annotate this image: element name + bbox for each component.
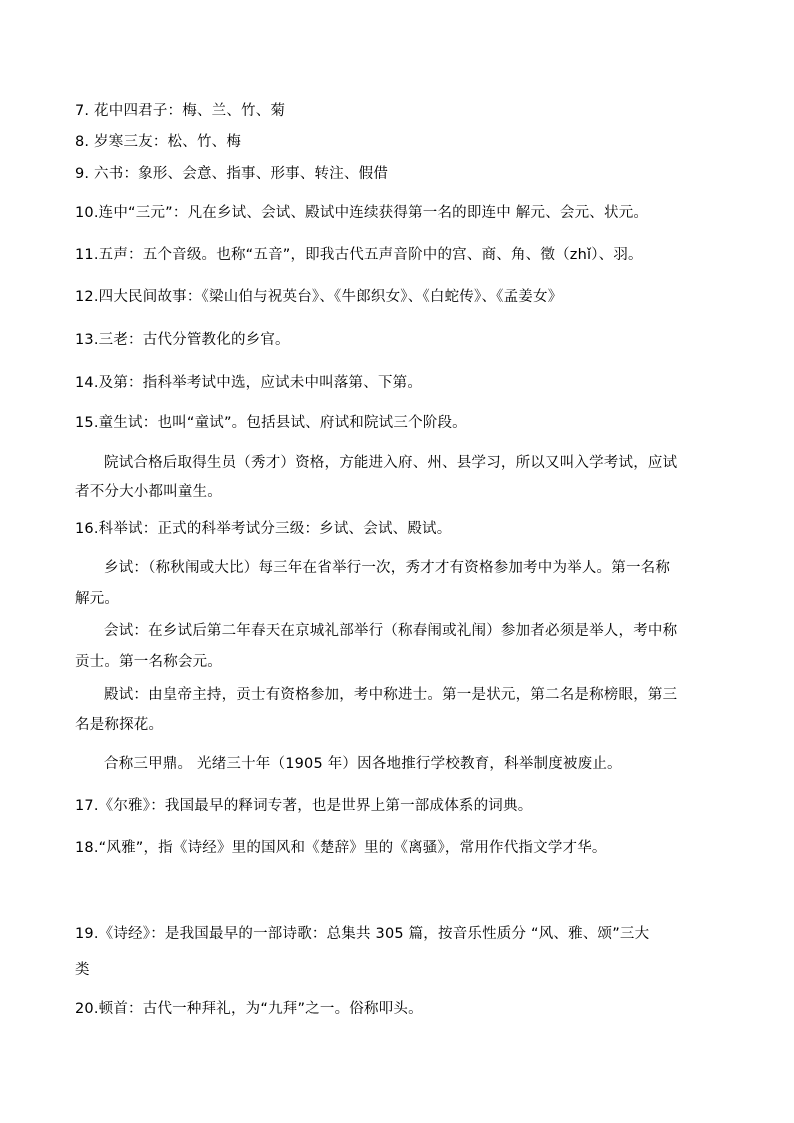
item-15-tong-sheng-shi: 15.童生试：也叫“童试”。包括县试、府试和院试三个阶段。 <box>75 415 467 431</box>
item-18-feng-ya: 18.“风雅”，指《诗经》里的国风和《楚辞》里的《离骚》，常用作代指文学才华。 <box>75 840 607 856</box>
item-16-summary: 合称三甲鼎。 光绪三十年（1905 年）因各地推行学校教育，科举制度被废止。 <box>104 756 622 772</box>
item-14-ji-di: 14.及第：指科举考试中选，应试未中叫落第、下第。 <box>75 375 423 391</box>
item-20-dun-shou: 20.顿首：古代一种拜礼，为“九拜”之一。俗称叩头。 <box>75 1001 423 1017</box>
item-16-imperial-exam: 16.科举试：正式的科举考试分三级：乡试、会试、殿试。 <box>75 521 452 537</box>
item-16-xiang-shi-line-1: 乡试：（称秋闱或大比）每三年在省举行一次，秀才才有资格参加考中为举人。第一名称 <box>104 560 671 576</box>
item-9-six-scripts: 9. 六书：象形、会意、指事、形事、转注、假借 <box>75 166 389 182</box>
item-15-paragraph-line-1: 院试合格后取得生员（秀才）资格，方能进入府、州、县学习，所以又叫入学考试，应试 <box>104 455 678 471</box>
item-12-four-folk-tales: 12.四大民间故事：《梁山伯与祝英台》、《牛郎织女》、《白蛇传》、《孟姜女》 <box>75 289 563 305</box>
item-19-shi-jing-line-1: 19.《诗经》：是我国最早的一部诗歌：总集共 305 篇，按音乐性质分 “风、雅、颂”三大 <box>75 926 650 942</box>
item-16-hui-shi-line-2: 贡士。第一名称会元。 <box>75 654 222 670</box>
item-16-dian-shi-line-1: 殿试：由皇帝主持，贡士有资格参加，考中称进士。第一是状元，第二名是称榜眼，第三 <box>104 687 678 703</box>
item-7-four-gentlemen: 7. 花中四君子：梅、兰、竹、菊 <box>75 103 286 119</box>
item-8-three-friends: 8. 岁寒三友：松、竹、梅 <box>75 134 242 150</box>
item-13-san-lao: 13.三老：古代分管教化的乡官。 <box>75 332 290 348</box>
item-10-three-firsts: 10.连中“三元”：凡在乡试、会试、殿试中连续获得第一名的即连中 解元、会元、状元。 <box>75 205 649 221</box>
item-15-paragraph-line-2: 者不分大小都叫童生。 <box>75 484 222 500</box>
item-11-five-tones: 11.五声：五个音级。也称“五音”，即我古代五声音阶中的宫、商、角、徵（zhǐ）、羽。 <box>75 247 643 263</box>
item-19-shi-jing-line-2: 类 <box>75 962 90 978</box>
item-16-dian-shi-line-2: 名是称探花。 <box>75 717 164 733</box>
item-17-er-ya: 17.《尔雅》：我国最早的释词专著，也是世界上第一部成体系的词典。 <box>75 798 533 814</box>
item-16-hui-shi-line-1: 会试：在乡试后第二年春天在京城礼部举行（称春闱或礼闱）参加者必须是举人，考中称 <box>104 623 678 639</box>
item-16-xiang-shi-line-2: 解元。 <box>75 591 120 607</box>
